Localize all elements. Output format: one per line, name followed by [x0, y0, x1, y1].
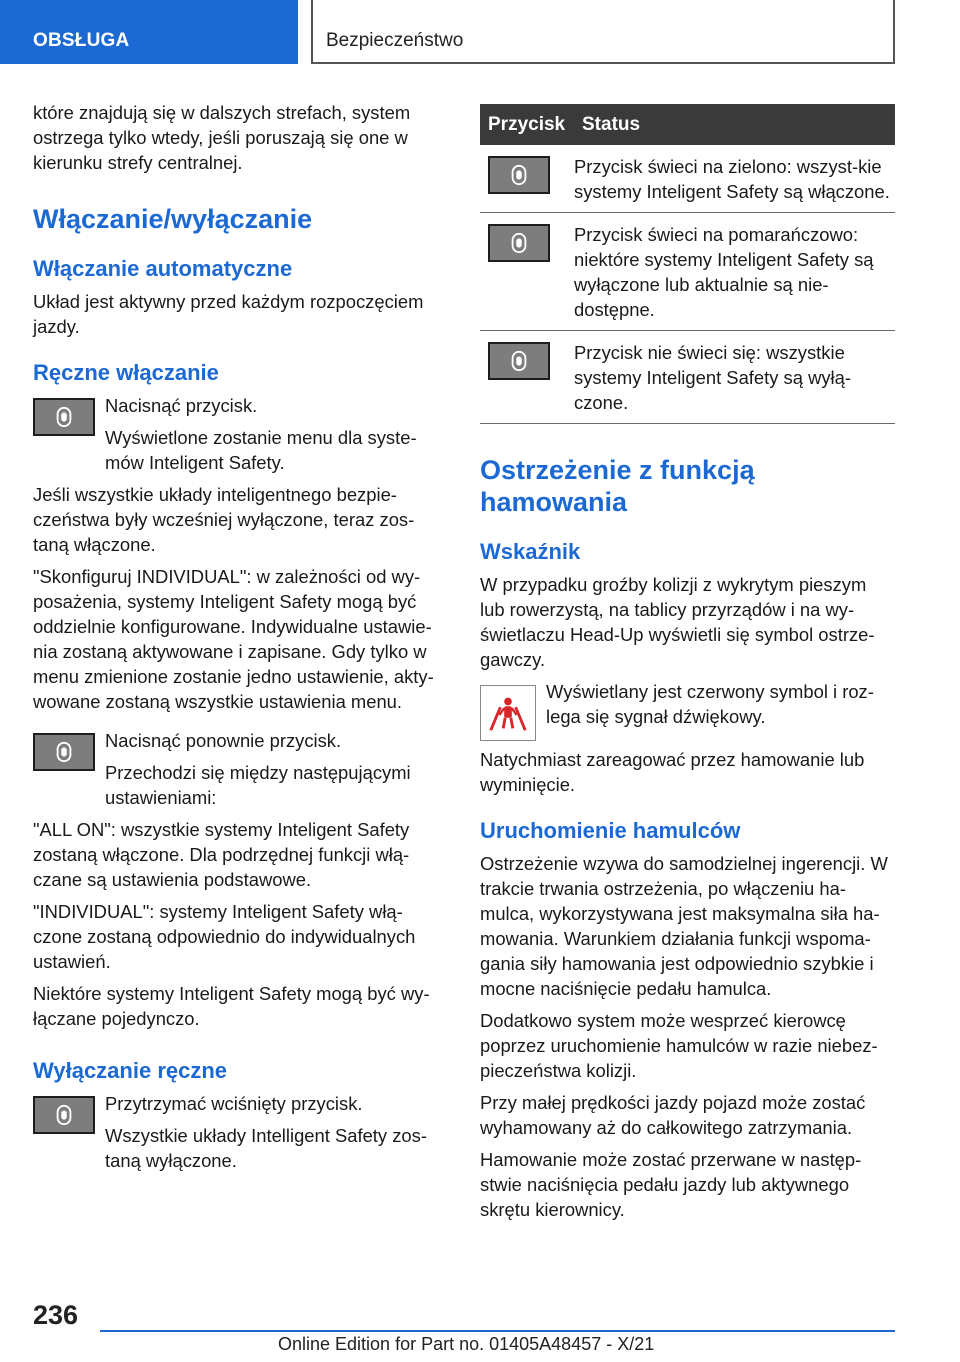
table-cell-status: Przycisk nie świeci się: wszystkie systemy Inteligent Safety są wyłą-czone.: [574, 331, 895, 424]
brakes-paragraph-3: Przy małej prędkości jazdy pojazd może zostać wyhamowany aż do całkowitego zatrzymania.: [480, 1092, 866, 1138]
left-column: [33, 100, 448, 1180]
intelligent-safety-button-icon: [488, 156, 550, 194]
edition-text: Online Edition for Part no. 01405A48457 - X/21: [278, 1334, 655, 1354]
intelligent-safety-button-icon: [488, 224, 550, 262]
chapter-title: Bezpieczeństwo: [326, 30, 464, 51]
table-row: [480, 145, 895, 213]
heading-indicator: Wskaźnik: [480, 539, 581, 564]
table-header-status: Status: [574, 104, 895, 145]
step-press-text: Nacisnąć przycisk.: [105, 395, 258, 416]
all-on-paragraph: "ALL ON": wszystkie systemy Inteligent Safety zostaną włączone. Dla podrzędnej funkcji włą-czane są ustawienia podstawowe.: [33, 819, 410, 890]
step-hold-text: Przytrzymać wciśnięty przycisk.: [105, 1093, 363, 1114]
button-step-press-again: [33, 728, 448, 810]
table-row: [480, 331, 895, 424]
individual-paragraph: "INDIVIDUAL": systemy Inteligent Safety włą-czone zostaną odpowiednio do indywidualnych ustawień.: [33, 901, 416, 972]
table-cell-status: Przycisk świeci na pomarańczowo: niektóre systemy Inteligent Safety są wyłączone lub aktualnie są nie-dostępne.: [574, 213, 895, 331]
section-tab: OBSŁUGA: [0, 0, 298, 64]
brakes-paragraph-1: Ostrzeżenie wzywa do samodzielnej ingerencji. W trakcie trwania ostrzeżenia, po włączeniu ha-mulca, wykorzystywana jest maksymalna siła ha-mowania. Warunkiem działania funkcji wspoma-gania siły hamowania jest odpowiednio szybkie i mocne naciśnięcie pedału hamulca.: [480, 853, 888, 999]
heading-manual-on: Ręczne włączanie: [33, 360, 219, 385]
intelligent-safety-button-icon: [33, 398, 95, 436]
individual-config-paragraph: "Skonfiguruj INDIVIDUAL": w zależności od wy-posażenia, systemy Inteligent Safety mogą być oddzielnie konfigurowane. Indywidualne ustawie-nia zostaną aktywowane i zapisane. Gdy tylko w menu zmienione zostanie jedno ustawienie, akty-wowane zostaną wszystkie ustawienia menu.: [33, 566, 434, 712]
table-cell-status: Przycisk świeci na zielono: wszyst-kie systemy Inteligent Safety są włączone.: [574, 145, 895, 213]
intelligent-safety-button-icon: [33, 1096, 95, 1134]
button-step-press: [33, 393, 448, 475]
previously-off-paragraph: Jeśli wszystkie układy inteligentnego bezpie-czeństwa były wcześniej wyłączone, teraz zos-taną włączone.: [33, 484, 415, 555]
intro-paragraph: które znajdują się w dalszych strefach, system ostrzega tylko wtedy, jeśli poruszają się one w kierunku strefy centralnej.: [33, 102, 411, 173]
warning-symbol-text: Wyświetlany jest czerwony symbol i roz-lega się sygnał dźwiękowy.: [546, 681, 874, 727]
auto-on-paragraph: Układ jest aktywny przed każdym rozpoczęciem jazdy.: [33, 291, 424, 337]
react-paragraph: Natychmiast zareagować przez hamowanie lub wyminięcie.: [480, 749, 865, 795]
brakes-paragraph-4: Hamowanie może zostać przerwane w następ-stwie naciśnięcia pedału jazdy lub aktywnego skrętu kierownicy.: [480, 1149, 862, 1220]
warning-symbol-row: [480, 679, 895, 739]
status-table: [480, 104, 895, 424]
heading-on-off: Włączanie/wyłączanie: [33, 204, 313, 234]
table-header-button: Przycisk: [480, 104, 574, 145]
brakes-paragraph-2: Dodatkowo system może wesprzeć kierowcę poprzez uruchomienie hamulców w razie niebez-pieczeństwa kolizji.: [480, 1010, 878, 1081]
right-column: [480, 104, 895, 1229]
step-menu-text: Wyświetlone zostanie menu dla syste-mów Inteligent Safety.: [105, 427, 417, 473]
footer-divider: [100, 1330, 895, 1332]
intelligent-safety-button-icon: [488, 342, 550, 380]
table-row: [480, 213, 895, 331]
some-systems-paragraph: Niektóre systemy Inteligent Safety mogą być wy-łączane pojedynczo.: [33, 983, 430, 1029]
heading-manual-off: Wyłączanie ręczne: [33, 1058, 228, 1083]
step-cycle-text: Przechodzi się między następującymi ustawieniami:: [105, 762, 411, 808]
step-press-again-text: Nacisnąć ponownie przycisk.: [105, 730, 342, 751]
step-all-off-text: Wszystkie układy Intelligent Safety zos-taną wyłączone.: [105, 1125, 427, 1171]
heading-auto-on: Włączanie automatyczne: [33, 256, 293, 281]
indicator-paragraph: W przypadku groźby kolizji z wykrytym pieszym lub rowerzystą, na tablicy przyrządów i na wy-świetlaczu Head-Up wyświetli się symbol ostrze-gawczy.: [480, 574, 875, 670]
page-number: 236: [33, 1300, 79, 1330]
pedestrian-warning-icon: [480, 685, 536, 741]
heading-brakes: Uruchomienie hamulców: [480, 818, 741, 843]
intelligent-safety-button-icon: [33, 733, 95, 771]
heading-brake-warning: Ostrzeżenie z funkcją hamowania: [480, 455, 755, 517]
button-step-hold: [33, 1091, 448, 1173]
